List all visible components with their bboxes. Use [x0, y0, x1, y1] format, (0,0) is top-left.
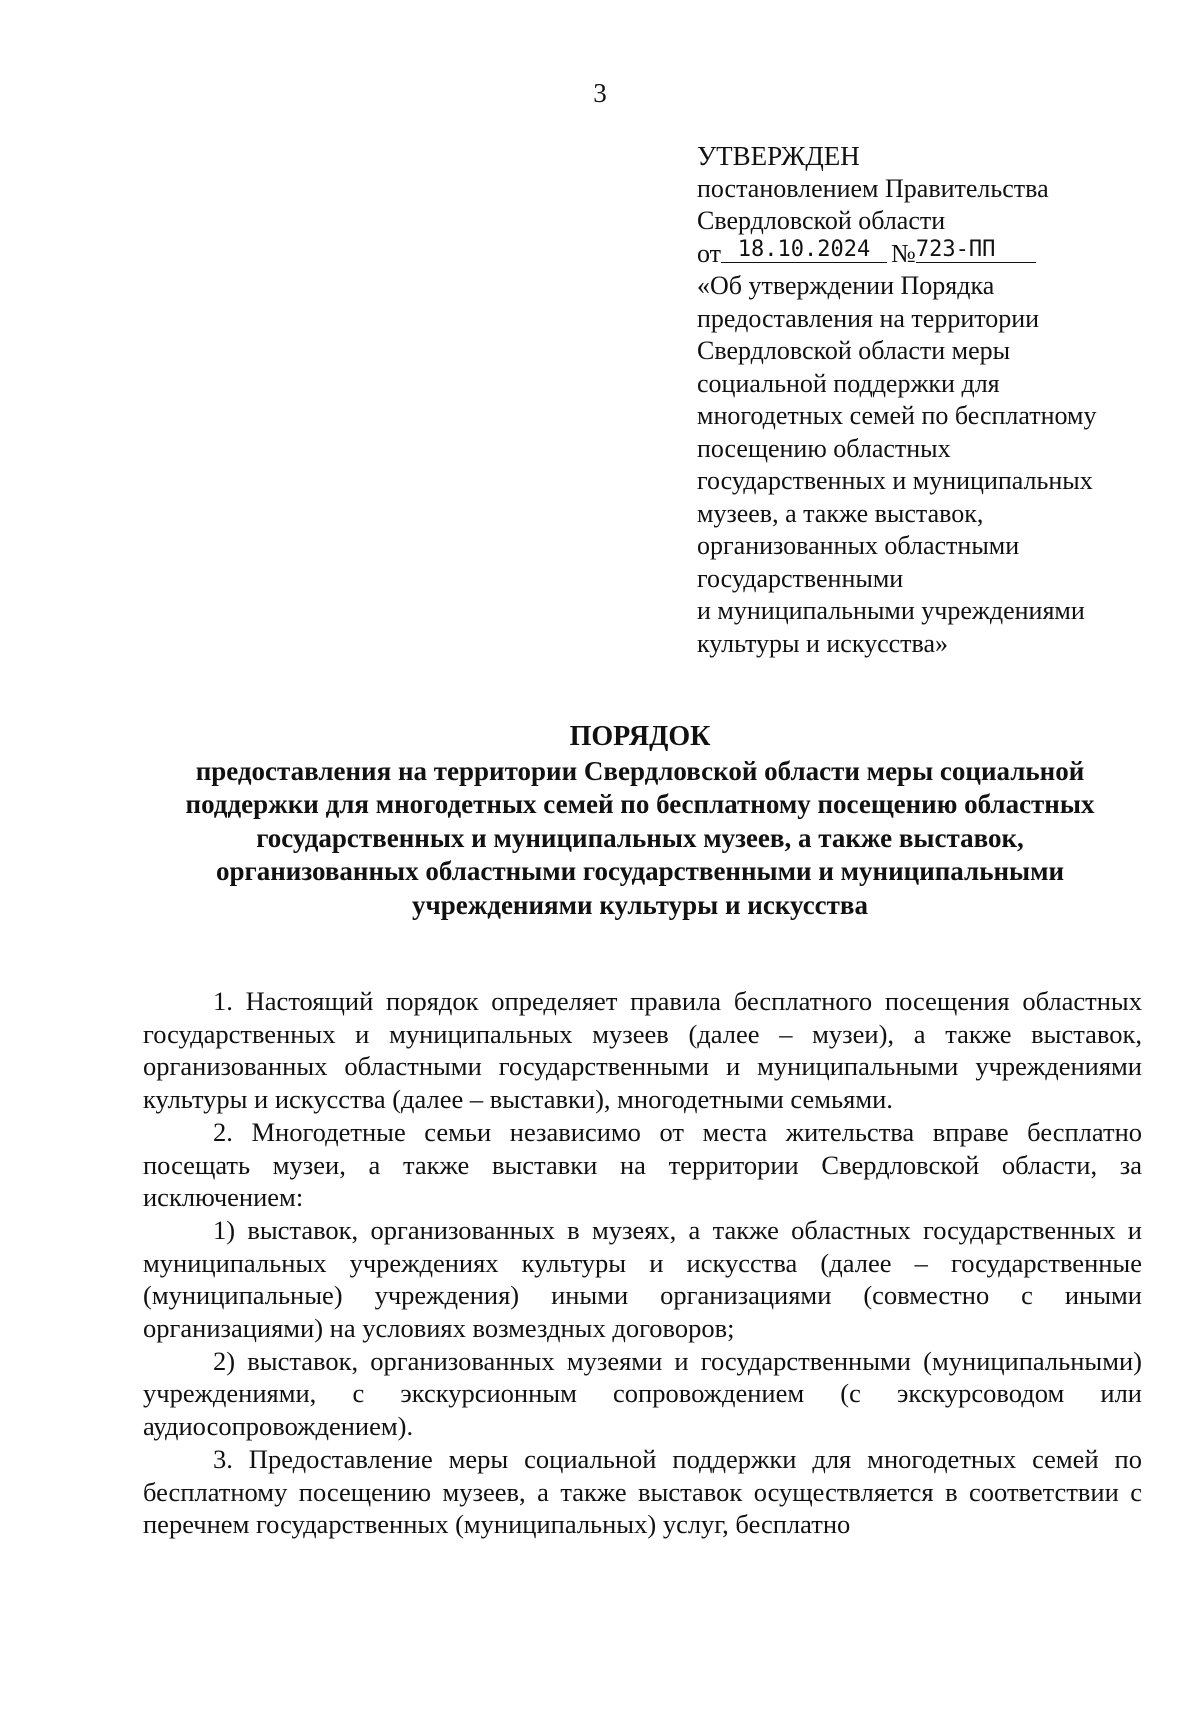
- document-title-line: организованных областными государственными и муниципальными: [215, 856, 1065, 886]
- decree-date-number-row: [697, 238, 1167, 271]
- decree-number: 723-ПП: [916, 238, 1036, 263]
- decree-title: [697, 270, 1167, 660]
- decree-title-line: организованных областными: [697, 531, 1020, 560]
- document-title: [130, 720, 1150, 922]
- approval-line: Свердловской области: [697, 206, 946, 235]
- paragraph: 2) выставок, организованных музеями и государственными (муниципальными) учреждениями, с экскурсионным сопровождением (с экскурсоводом или аудиосопровождением).: [143, 1345, 1142, 1442]
- decree-title-line: музеев, а также выставок,: [697, 498, 984, 528]
- decree-title-line: государственных и муниципальных: [697, 466, 1093, 495]
- decree-title-line: культуры и искусства»: [697, 628, 948, 658]
- document-heading: ПОРЯДОК: [569, 721, 711, 752]
- paragraph: 2. Многодетные семьи независимо от места жительства вправе бесплатно посещать музеи, а также выставки на территории Свердловской области, за исключением:: [143, 1116, 1142, 1213]
- decree-title-line: государственными: [697, 563, 904, 593]
- decree-date: 18.10.2024: [721, 238, 887, 263]
- paragraph: 3. Предоставление меры социальной поддержки для многодетных семей по бесплатному посещению музеев, а также выставок осуществляется в соответствии с перечнем государственных (муниципальных) услуг, бесплатно: [143, 1443, 1142, 1540]
- number-prefix: №: [891, 238, 916, 268]
- paragraph: 1) выставок, организованных в музеях, а также областных государственных и муниципальных учреждениях культуры и искусства (далее – государственные (муниципальные) учреждения) иными организациями (совместно с иными организациями) на условиях возмездных договоров;: [143, 1214, 1142, 1344]
- document-title-line: поддержки для многодетных семей по бесплатному посещению областных: [185, 789, 1095, 819]
- date-prefix: от: [697, 238, 722, 268]
- document-title-line: государственных и муниципальных музеев, а также выставок,: [256, 822, 1024, 853]
- decree-title-line: многодетных семей по бесплатному: [697, 401, 1097, 430]
- approved-label: УТВЕРЖДЕН: [697, 141, 860, 171]
- decree-title-line: Свердловской области меры: [697, 336, 1011, 365]
- decree-title-line: посещению областных: [697, 433, 951, 463]
- decree-title-line: «Об утверждении Порядка: [697, 271, 995, 300]
- decree-title-line: и муниципальными учреждениями: [697, 596, 1085, 625]
- decree-title-line: предоставления на территории: [697, 303, 1040, 333]
- decree-title-line: социальной поддержки для: [697, 368, 1000, 398]
- approval-line: постановлением Правительства: [697, 173, 1049, 203]
- paragraph: 1. Настоящий порядок определяет правила бесплатного посещения областных государственных и муниципальных музеев (далее – музеи), а также выставок, организованных областными государственными и муниципальными учреждениями культуры и искусства (далее – выставки), многодетными семьями.: [143, 986, 1142, 1115]
- approval-block: [697, 140, 1167, 660]
- document-title-line: учреждениями культуры и искусства: [411, 889, 869, 920]
- page-number: 3: [593, 78, 607, 108]
- document-body: [143, 985, 1142, 1541]
- document-title-line: предоставления на территории Свердловской области меры социальной: [195, 755, 1085, 786]
